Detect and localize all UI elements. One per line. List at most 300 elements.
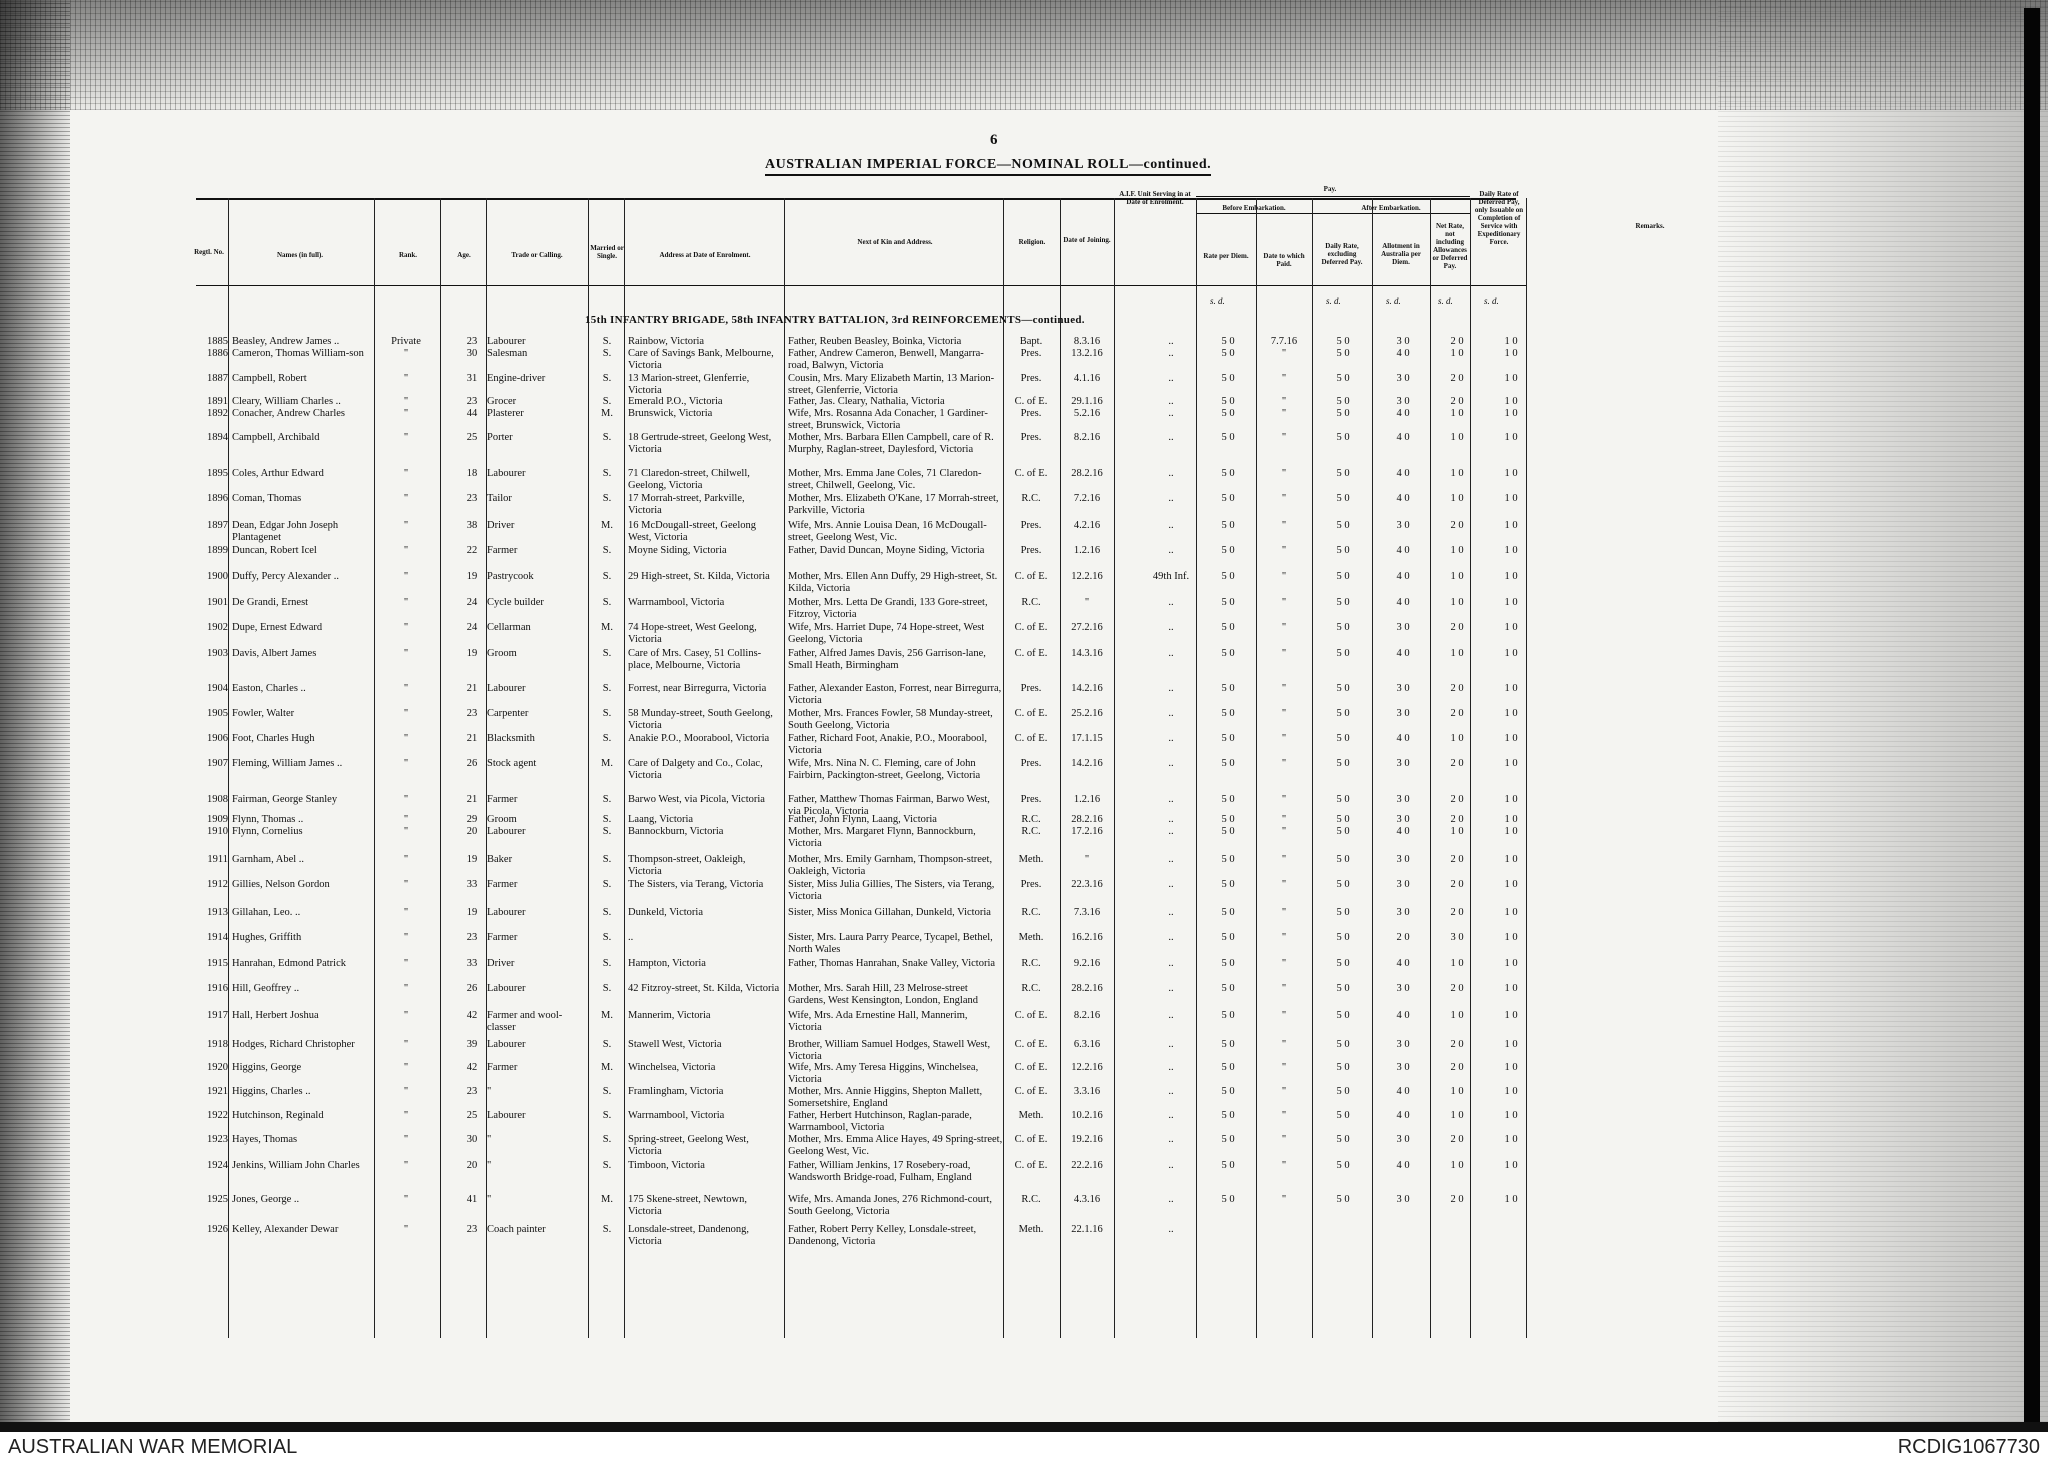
deferred-pay: 1 0: [1504, 396, 1518, 407]
date-of-joining: 17.1.15: [1071, 733, 1103, 744]
regimental-number: 1891: [207, 396, 228, 407]
rate-per-diem: 5 0: [1221, 571, 1235, 582]
date-of-joining: 17.2.16: [1071, 826, 1103, 837]
rank: ": [403, 1010, 409, 1021]
next-of-kin: Mother, Mrs. Barbara Ellen Campbell, care of R. Murphy, Raglan-street, Daylesford, Victoria: [788, 432, 994, 455]
pay-group-rule: [1196, 196, 1470, 197]
rate-per-diem: 5 0: [1221, 907, 1235, 918]
date-paid: ": [1281, 1110, 1287, 1121]
date-paid: ": [1281, 794, 1287, 805]
deferred-pay: 1 0: [1504, 1039, 1518, 1050]
marital-status: S.: [602, 683, 612, 694]
address: 71 Claredon-street, Chilwell, Geelong, Victoria: [628, 468, 750, 491]
address: The Sisters, via Terang, Victoria: [628, 879, 764, 890]
religion: C. of E.: [1014, 1134, 1048, 1145]
trade: Plasterer: [487, 408, 524, 419]
next-of-kin: Mother, Mrs. Emma Jane Coles, 71 Claredon-street, Chilwell, Geelong, Vic.: [788, 468, 982, 491]
marital-status: S.: [602, 1039, 612, 1050]
age: 26: [466, 758, 478, 769]
col-rule: [1196, 198, 1197, 1338]
marital-status: S.: [602, 814, 612, 825]
header-net-rate: Net Rate, not including Allowances or Deferred Pay.: [1432, 222, 1468, 270]
next-of-kin: Father, Richard Foot, Anakie, P.O., Moorabool, Victoria: [788, 733, 988, 756]
rate-per-diem: 5 0: [1221, 648, 1235, 659]
age: 20: [466, 1160, 478, 1171]
regimental-number: 1911: [207, 854, 228, 865]
date-paid: ": [1281, 814, 1287, 825]
unit-serving: ..: [1168, 520, 1174, 531]
deferred-pay: 1 0: [1504, 826, 1518, 837]
date-of-joining: 28.2.16: [1071, 814, 1103, 825]
deferred-pay: 1 0: [1504, 758, 1518, 769]
regimental-number: 1906: [207, 733, 228, 744]
net-rate: 2 0: [1450, 1194, 1464, 1205]
age: 21: [466, 733, 478, 744]
date-paid: ": [1281, 520, 1287, 531]
regimental-number: 1910: [207, 826, 228, 837]
allotment: 3 0: [1396, 373, 1410, 384]
religion: C. of E.: [1014, 1086, 1048, 1097]
soldier-name: Davis, Albert James: [232, 648, 317, 659]
deferred-pay: 1 0: [1504, 1062, 1518, 1073]
date-paid: ": [1281, 683, 1287, 694]
unit-sd: s. d.: [1484, 296, 1499, 306]
rate-per-diem: 5 0: [1221, 879, 1235, 890]
daily-rate: 5 0: [1336, 758, 1350, 769]
pay-subgroup-rule: [1196, 213, 1470, 214]
religion: Meth.: [1018, 854, 1044, 865]
religion: Pres.: [1020, 683, 1042, 694]
soldier-name: Conacher, Andrew Charles: [232, 408, 346, 419]
deferred-pay: 1 0: [1504, 907, 1518, 918]
deferred-pay: 1 0: [1504, 733, 1518, 744]
date-of-joining: 9.2.16: [1073, 958, 1101, 969]
net-rate: 1 0: [1450, 1010, 1464, 1021]
allotment: 3 0: [1396, 520, 1410, 531]
age: 42: [466, 1062, 478, 1073]
col-rule: [784, 198, 785, 1338]
deferred-pay: 1 0: [1504, 854, 1518, 865]
marital-status: S.: [602, 648, 612, 659]
date-of-joining: 7.3.16: [1073, 907, 1101, 918]
header-rank: Rank.: [398, 251, 418, 259]
marital-status: S.: [602, 1110, 612, 1121]
age: 21: [466, 794, 478, 805]
trade: Baker: [487, 854, 513, 865]
next-of-kin: Cousin, Mrs. Mary Elizabeth Martin, 13 Marion-street, Glenferrie, Victoria: [788, 373, 995, 396]
next-of-kin: Brother, William Samuel Hodges, Stawell West, Victoria: [788, 1039, 991, 1062]
regimental-number: 1925: [207, 1194, 228, 1205]
allotment: 4 0: [1396, 826, 1410, 837]
rank: ": [403, 597, 409, 608]
rank: Private: [391, 336, 421, 347]
marital-status: S.: [602, 907, 612, 918]
religion: C. of E.: [1014, 733, 1048, 744]
soldier-name: Dupe, Ernest Edward: [232, 622, 323, 633]
regimental-number: 1918: [207, 1039, 228, 1050]
marital-status: S.: [602, 432, 612, 443]
next-of-kin: Wife, Mrs. Ada Ernestine Hall, Mannerim, Victoria: [788, 1010, 968, 1033]
rank: ": [403, 758, 409, 769]
address: Winchelsea, Victoria: [628, 1062, 716, 1073]
next-of-kin: Mother, Mrs. Letta De Grandi, 133 Gore-street, Fitzroy, Victoria: [788, 597, 988, 620]
address: Mannerim, Victoria: [628, 1010, 711, 1021]
unit-serving: ..: [1168, 683, 1174, 694]
rate-per-diem: 5 0: [1221, 373, 1235, 384]
trade: Porter: [487, 432, 513, 443]
deferred-pay: 1 0: [1504, 408, 1518, 419]
allotment: 4 0: [1396, 571, 1410, 582]
trade: Labourer: [487, 826, 526, 837]
net-rate: 2 0: [1450, 794, 1464, 805]
deferred-pay: 1 0: [1504, 622, 1518, 633]
marital-status: S.: [602, 1134, 612, 1145]
allotment: 4 0: [1396, 493, 1410, 504]
daily-rate: 5 0: [1336, 958, 1350, 969]
next-of-kin: Mother, Mrs. Sarah Hill, 23 Melrose-street Gardens, West Kensington, London, England: [788, 983, 978, 1006]
deferred-pay: 1 0: [1504, 648, 1518, 659]
soldier-name: Duffy, Percy Alexander ..: [232, 571, 340, 582]
rank: ": [403, 468, 409, 479]
age: 23: [466, 932, 478, 943]
net-rate: 2 0: [1450, 879, 1464, 890]
marital-status: S.: [602, 854, 612, 865]
age: 19: [466, 648, 478, 659]
rate-per-diem: 5 0: [1221, 758, 1235, 769]
allotment: 4 0: [1396, 545, 1410, 556]
marital-status: S.: [602, 932, 612, 943]
marital-status: S.: [602, 545, 612, 556]
address: 13 Marion-street, Glenferrie, Victoria: [628, 373, 750, 396]
daily-rate: 5 0: [1336, 708, 1350, 719]
date-of-joining: 27.2.16: [1071, 622, 1103, 633]
rate-per-diem: 5 0: [1221, 958, 1235, 969]
rank: ": [403, 622, 409, 633]
allotment: 4 0: [1396, 1010, 1410, 1021]
marital-status: S.: [602, 794, 612, 805]
marital-status: M.: [601, 1062, 613, 1073]
regimental-number: 1912: [207, 879, 228, 890]
soldier-name: Coles, Arthur Edward: [232, 468, 324, 479]
rate-per-diem: 5 0: [1221, 493, 1235, 504]
daily-rate: 5 0: [1336, 854, 1350, 865]
religion: R.C.: [1021, 958, 1041, 969]
daily-rate: 5 0: [1336, 1160, 1350, 1171]
deferred-pay: 1 0: [1504, 336, 1518, 347]
date-of-joining: 13.2.16: [1071, 348, 1103, 359]
unit-serving: ..: [1168, 1010, 1174, 1021]
religion: C. of E.: [1014, 648, 1048, 659]
regimental-number: 1913: [207, 907, 228, 918]
religion: Bapt.: [1019, 336, 1043, 347]
date-paid: ": [1281, 571, 1287, 582]
soldier-name: Fowler, Walter: [232, 708, 295, 719]
unit-serving: ..: [1168, 983, 1174, 994]
date-of-joining: 28.2.16: [1071, 983, 1103, 994]
soldier-name: Cleary, William Charles ..: [232, 396, 341, 407]
unit-serving: ..: [1168, 879, 1174, 890]
date-of-joining: 10.2.16: [1071, 1110, 1103, 1121]
marital-status: M.: [601, 520, 613, 531]
rank: ": [403, 1110, 409, 1121]
next-of-kin: Father, Robert Perry Kelley, Lonsdale-street, Dandenong, Victoria: [788, 1224, 977, 1247]
rate-per-diem: 5 0: [1221, 794, 1235, 805]
soldier-name: Hall, Herbert Joshua: [232, 1010, 319, 1021]
trade: Labourer: [487, 983, 526, 994]
next-of-kin: Father, Thomas Hanrahan, Snake Valley, Victoria: [788, 958, 996, 969]
marital-status: M.: [601, 622, 613, 633]
marital-status: M.: [601, 408, 613, 419]
daily-rate: 5 0: [1336, 336, 1350, 347]
regimental-number: 1897: [207, 520, 228, 531]
rank: ": [403, 1039, 409, 1050]
daily-rate: 5 0: [1336, 1110, 1350, 1121]
trade: Farmer: [487, 879, 518, 890]
header-after-embarkation: After Embarkation.: [1361, 204, 1421, 212]
deferred-pay: 1 0: [1504, 794, 1518, 805]
section-heading: 15th INFANTRY BRIGADE, 58th INFANTRY BATTALION, 3rd REINFORCEMENTS—continued.: [585, 314, 1085, 326]
next-of-kin: Sister, Miss Julia Gillies, The Sisters, via Terang, Victoria: [788, 879, 995, 902]
address: Warrnambool, Victoria: [628, 1110, 725, 1121]
daily-rate: 5 0: [1336, 1086, 1350, 1097]
net-rate: 2 0: [1450, 336, 1464, 347]
religion: Meth.: [1018, 1110, 1044, 1121]
allotment: 3 0: [1396, 983, 1410, 994]
address: Forrest, near Birregurra, Victoria: [628, 683, 767, 694]
soldier-name: Easton, Charles ..: [232, 683, 306, 694]
rate-per-diem: 5 0: [1221, 1039, 1235, 1050]
unit-serving: ..: [1168, 708, 1174, 719]
age: 23: [466, 336, 478, 347]
rate-per-diem: 5 0: [1221, 826, 1235, 837]
religion: C. of E.: [1014, 396, 1048, 407]
next-of-kin: Sister, Miss Monica Gillahan, Dunkeld, Victoria: [788, 907, 991, 918]
header-daily-rate: Daily Rate, excluding Deferred Pay.: [1321, 242, 1363, 266]
rank: ": [403, 432, 409, 443]
net-rate: 2 0: [1450, 1134, 1464, 1145]
age: 44: [466, 408, 478, 419]
rank: ": [403, 1224, 409, 1235]
rank: ": [403, 571, 409, 582]
rank: ": [403, 545, 409, 556]
rank: ": [403, 879, 409, 890]
religion: Pres.: [1020, 520, 1042, 531]
regimental-number: 1920: [207, 1062, 228, 1073]
unit-serving: ..: [1168, 794, 1174, 805]
net-rate: 3 0: [1450, 932, 1464, 943]
rate-per-diem: 5 0: [1221, 1086, 1235, 1097]
date-of-joining: 8.3.16: [1073, 336, 1101, 347]
rank: ": [403, 983, 409, 994]
header-allotment: Allotment in Australia per Diem.: [1381, 242, 1421, 266]
daily-rate: 5 0: [1336, 826, 1350, 837]
date-paid: ": [1281, 348, 1287, 359]
regimental-number: 1907: [207, 758, 228, 769]
date-paid: ": [1281, 1160, 1287, 1171]
header-religion: Religion.: [1018, 238, 1046, 246]
rank: ": [403, 1134, 409, 1145]
daily-rate: 5 0: [1336, 396, 1350, 407]
age: 24: [466, 622, 478, 633]
col-rule: [1372, 198, 1373, 1338]
soldier-name: Fleming, William James ..: [232, 758, 343, 769]
soldier-name: Foot, Charles Hugh: [232, 733, 315, 744]
header-regtl-no: Regtl. No.: [194, 248, 224, 256]
rank: ": [403, 826, 409, 837]
net-rate: 2 0: [1450, 854, 1464, 865]
rate-per-diem: 5 0: [1221, 396, 1235, 407]
date-paid: ": [1281, 708, 1287, 719]
regimental-number: 1894: [207, 432, 228, 443]
regimental-number: 1887: [207, 373, 228, 384]
date-of-joining: 14.2.16: [1071, 758, 1103, 769]
next-of-kin: Mother, Mrs. Emily Garnham, Thompson-street, Oakleigh, Victoria: [788, 854, 993, 877]
net-rate: 2 0: [1450, 907, 1464, 918]
net-rate: 1 0: [1450, 1110, 1464, 1121]
rate-per-diem: 5 0: [1221, 1194, 1235, 1205]
date-of-joining: 4.2.16: [1073, 520, 1101, 531]
daily-rate: 5 0: [1336, 879, 1350, 890]
header-before-embarkation: Before Embarkation.: [1222, 204, 1286, 212]
allotment: 4 0: [1396, 1160, 1410, 1171]
trade: Tailor: [487, 493, 512, 504]
next-of-kin: Father, Matthew Thomas Fairman, Barwo West, via Picola, Victoria: [788, 794, 990, 817]
regimental-number: 1923: [207, 1134, 228, 1145]
col-rule: [374, 198, 375, 1338]
date-paid: ": [1281, 1039, 1287, 1050]
allotment: 4 0: [1396, 648, 1410, 659]
date-paid: ": [1281, 622, 1287, 633]
unit-serving: ..: [1168, 733, 1174, 744]
unit-serving: ..: [1168, 758, 1174, 769]
religion: Pres.: [1020, 432, 1042, 443]
age: 41: [466, 1194, 478, 1205]
rank: ": [403, 932, 409, 943]
soldier-name: Jenkins, William John Charles: [232, 1160, 360, 1171]
religion: R.C.: [1021, 907, 1041, 918]
soldier-name: Hill, Geoffrey ..: [232, 983, 300, 994]
marital-status: S.: [602, 348, 612, 359]
address: 29 High-street, St. Kilda, Victoria: [628, 571, 770, 582]
rate-per-diem: 5 0: [1221, 622, 1235, 633]
date-of-joining: 25.2.16: [1071, 708, 1103, 719]
footer-record-id: RCDIG1067730: [1897, 1436, 2040, 1458]
marital-status: S.: [602, 733, 612, 744]
religion: Meth.: [1018, 1224, 1044, 1235]
soldier-name: Campbell, Robert: [232, 373, 307, 384]
rate-per-diem: 5 0: [1221, 520, 1235, 531]
deferred-pay: 1 0: [1504, 348, 1518, 359]
marital-status: S.: [602, 1086, 612, 1097]
unit-serving: ..: [1168, 545, 1174, 556]
unit-serving: ..: [1168, 432, 1174, 443]
trade: Salesman: [487, 348, 528, 359]
col-rule: [440, 198, 441, 1338]
unit-serving: ..: [1168, 1062, 1174, 1073]
religion: R.C.: [1021, 493, 1041, 504]
roll-title: AUSTRALIAN IMPERIAL FORCE—NOMINAL ROLL—continued.: [765, 157, 1211, 176]
date-of-joining: 3.3.16: [1073, 1086, 1101, 1097]
marital-status: S.: [602, 1224, 612, 1235]
daily-rate: 5 0: [1336, 597, 1350, 608]
regimental-number: 1921: [207, 1086, 228, 1097]
trade: Labourer: [487, 336, 526, 347]
header-pay: Pay.: [1323, 185, 1337, 193]
religion: R.C.: [1021, 1194, 1041, 1205]
religion: C. of E.: [1014, 468, 1048, 479]
deferred-pay: 1 0: [1504, 879, 1518, 890]
net-rate: 2 0: [1450, 373, 1464, 384]
age: 42: [466, 1010, 478, 1021]
date-of-joining: 1.2.16: [1073, 794, 1101, 805]
religion: C. of E.: [1014, 571, 1048, 582]
deferred-pay: 1 0: [1504, 1010, 1518, 1021]
next-of-kin: Mother, Mrs. Elizabeth O'Kane, 17 Morrah-street, Parkville, Victoria: [788, 493, 999, 516]
age: 29: [466, 814, 478, 825]
age: 30: [466, 1134, 478, 1145]
allotment: 4 0: [1396, 597, 1410, 608]
header-name: Names (in full).: [276, 251, 324, 259]
regimental-number: 1915: [207, 958, 228, 969]
next-of-kin: Mother, Mrs. Margaret Flynn, Bannockburn, Victoria: [788, 826, 976, 849]
soldier-name: Campbell, Archibald: [232, 432, 320, 443]
date-of-joining: 14.2.16: [1071, 683, 1103, 694]
date-of-joining: 19.2.16: [1071, 1134, 1103, 1145]
rate-per-diem: 5 0: [1221, 545, 1235, 556]
header-unit: A.I.F. Unit Serving in at Date of Enrolment.: [1119, 190, 1191, 206]
net-rate: 1 0: [1450, 571, 1464, 582]
date-paid: ": [1281, 733, 1287, 744]
next-of-kin: Wife, Mrs. Amanda Jones, 276 Richmond-court, South Geelong, Victoria: [788, 1194, 993, 1217]
address: 175 Skene-street, Newtown, Victoria: [628, 1194, 747, 1217]
address: Emerald P.O., Victoria: [628, 396, 723, 407]
soldier-name: Higgins, George: [232, 1062, 302, 1073]
deferred-pay: 1 0: [1504, 683, 1518, 694]
daily-rate: 5 0: [1336, 1194, 1350, 1205]
trade: ": [487, 1160, 492, 1171]
regimental-number: 1924: [207, 1160, 228, 1171]
marital-status: S.: [602, 493, 612, 504]
trade: Farmer: [487, 1062, 518, 1073]
regimental-number: 1917: [207, 1010, 228, 1021]
age: 23: [466, 1086, 478, 1097]
address: Thompson-street, Oakleigh, Victoria: [628, 854, 746, 877]
soldier-name: Higgins, Charles ..: [232, 1086, 311, 1097]
date-paid: ": [1281, 597, 1287, 608]
deferred-pay: 1 0: [1504, 520, 1518, 531]
trade: Pastrycook: [487, 571, 534, 582]
net-rate: 1 0: [1450, 648, 1464, 659]
allotment: 4 0: [1396, 348, 1410, 359]
religion: C. of E.: [1014, 1160, 1048, 1171]
age: 23: [466, 1224, 478, 1235]
rank: ": [403, 520, 409, 531]
unit-serving: ..: [1168, 1194, 1174, 1205]
date-of-joining: 22.3.16: [1071, 879, 1103, 890]
deferred-pay: 1 0: [1504, 571, 1518, 582]
address: Care of Dalgety and Co., Colac, Victoria: [628, 758, 763, 781]
page-number: 6: [990, 132, 998, 148]
regimental-number: 1922: [207, 1110, 228, 1121]
allotment: 3 0: [1396, 396, 1410, 407]
rate-per-diem: 5 0: [1221, 1062, 1235, 1073]
deferred-pay: 1 0: [1504, 545, 1518, 556]
address: Spring-street, Geelong West, Victoria: [628, 1134, 749, 1157]
table-top-rule: [196, 198, 1516, 200]
daily-rate: 5 0: [1336, 373, 1350, 384]
allotment: 4 0: [1396, 408, 1410, 419]
next-of-kin: Wife, Mrs. Annie Louisa Dean, 16 McDougall-street, Geelong West, Vic.: [788, 520, 987, 543]
